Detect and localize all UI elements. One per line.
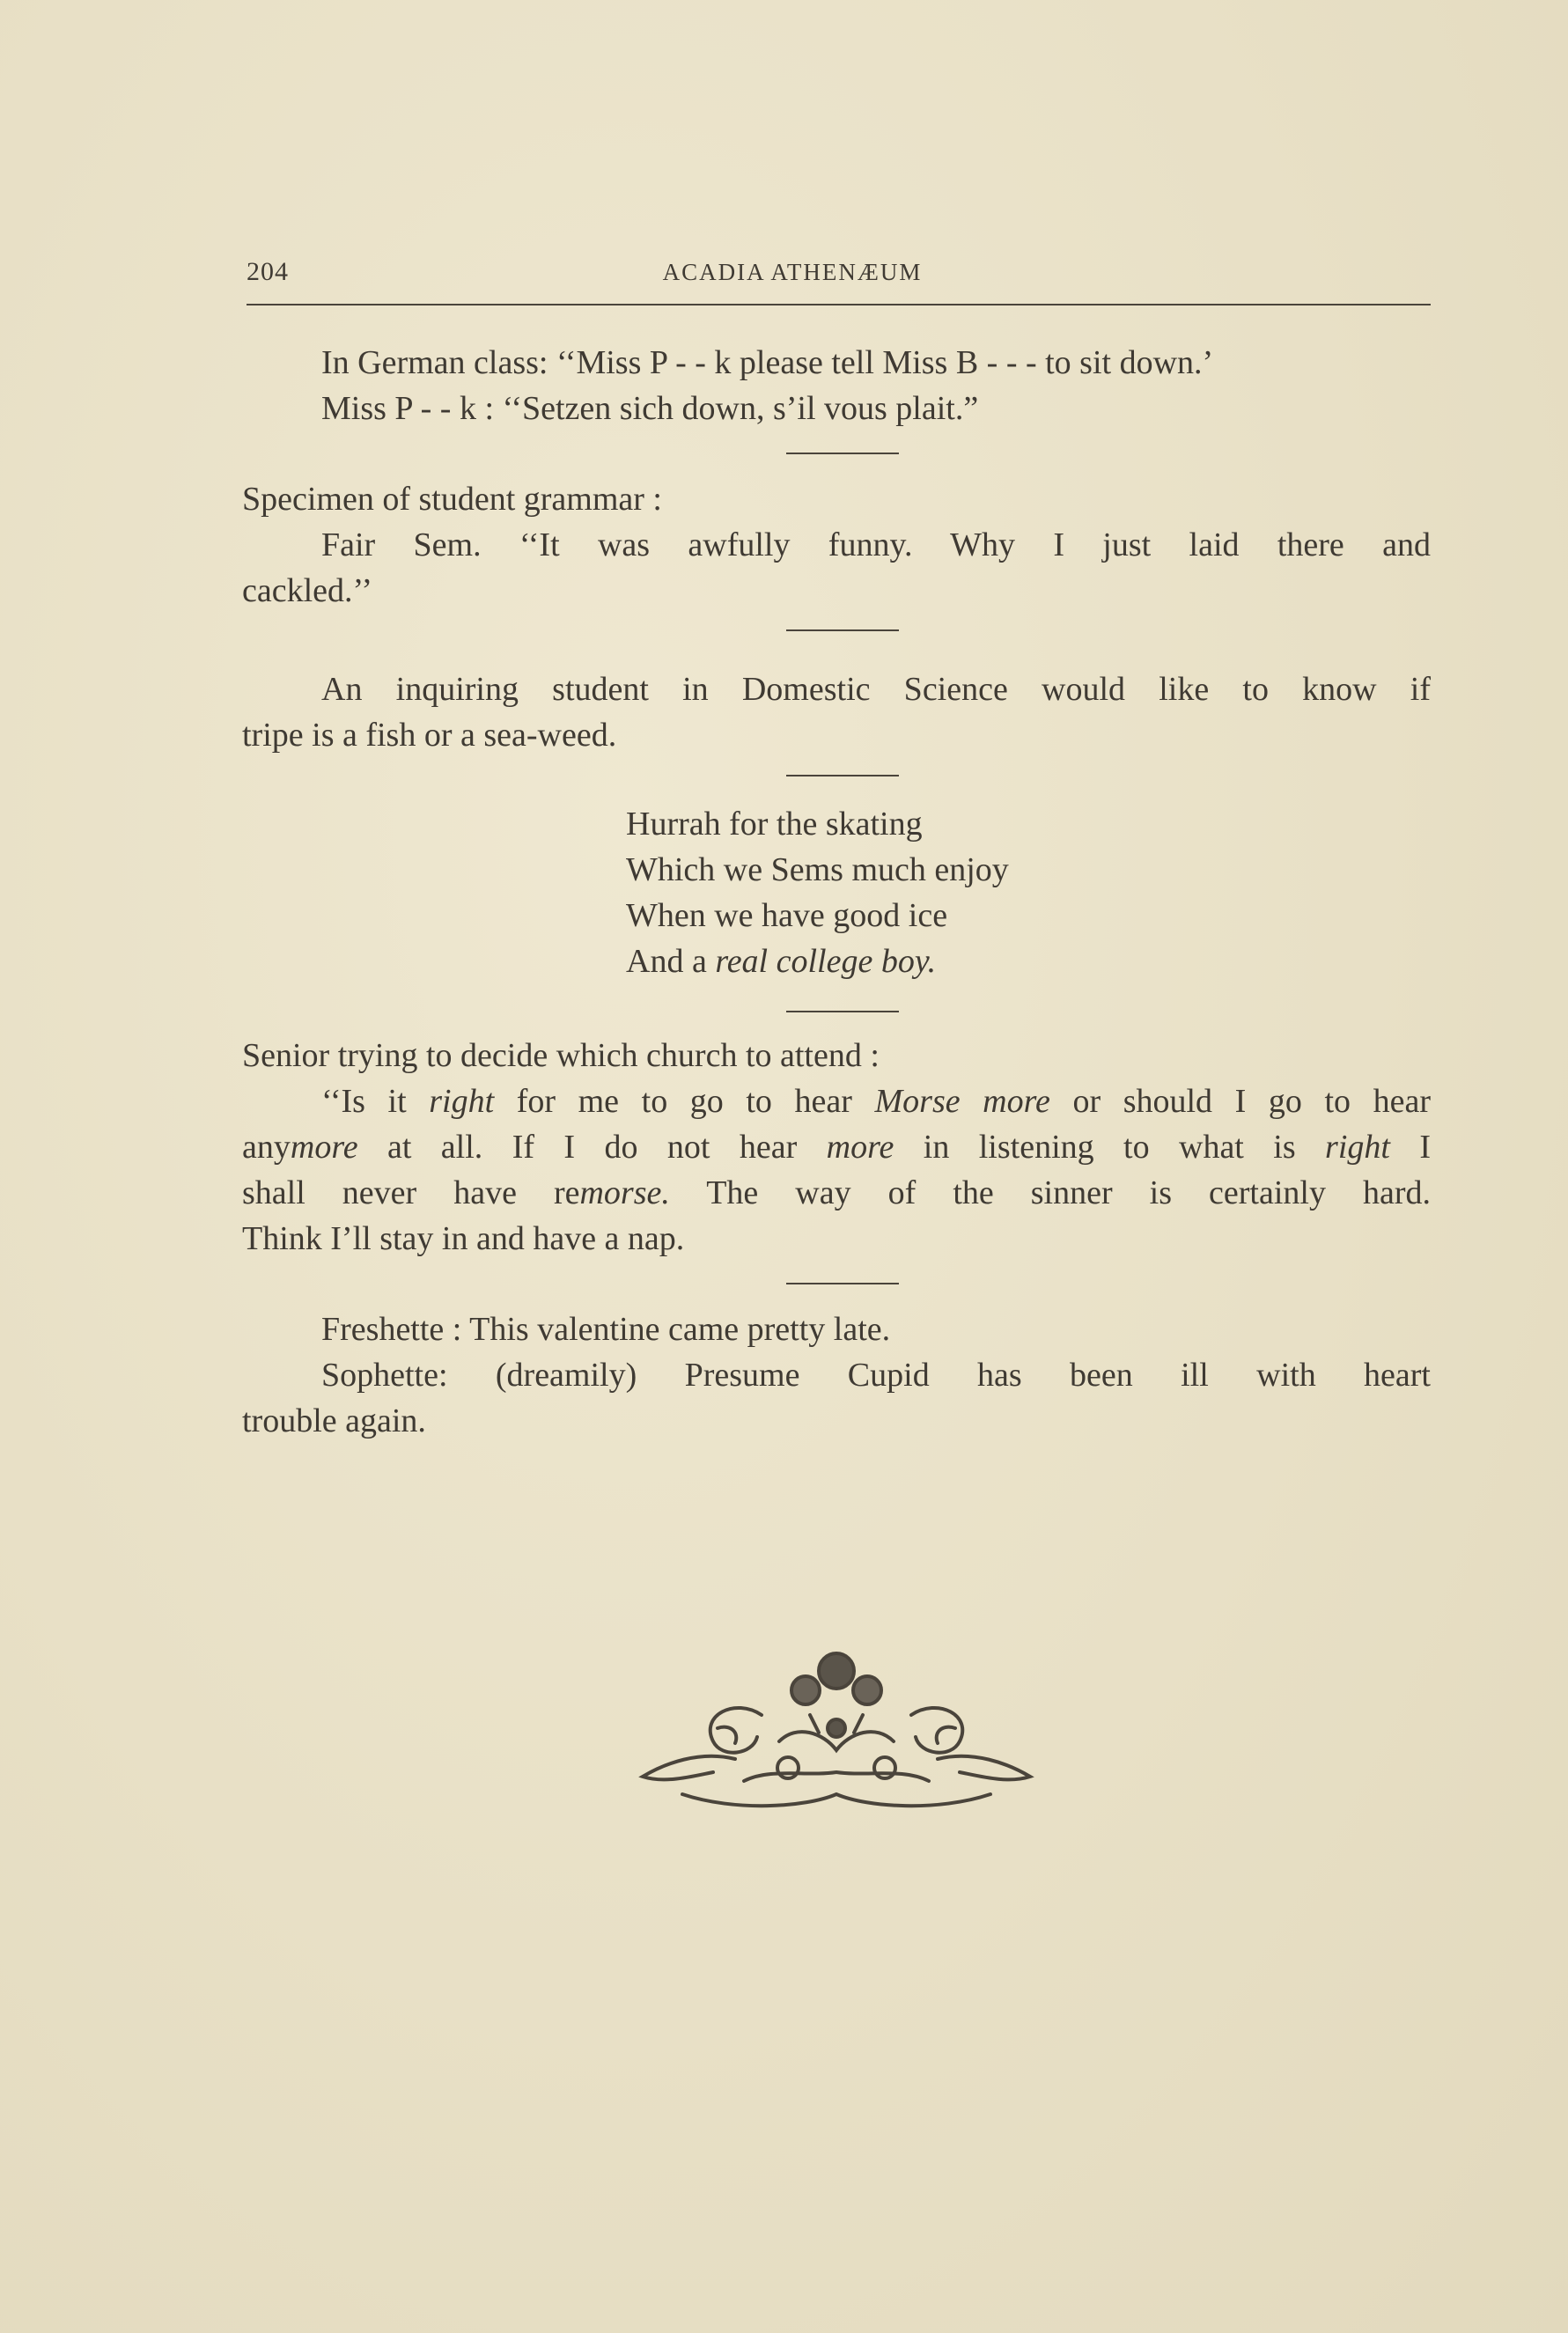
senior-line-2: ‘‘Is it right for me to go to hear Morse more or should I go to hear	[321, 1083, 1432, 1120]
poem-line-4-prefix: And a	[626, 943, 716, 980]
grammar-entry	[242, 476, 1431, 614]
section-divider	[786, 1011, 899, 1012]
german-line-2: Miss P - - k : ‘‘Setzen sich down, s’il vous plait.”	[321, 390, 979, 427]
senior-entry	[242, 1033, 1431, 1262]
poem-line-4	[626, 938, 1009, 984]
poem-line-1: Hurrah for the skating	[626, 806, 923, 843]
domestic-line-1: An inquiring student in Domestic Science would like to know if	[321, 671, 1431, 708]
page-header	[247, 257, 1431, 292]
grammar-line-1: Specimen of student grammar :	[242, 481, 662, 518]
senior-line-1: Senior trying to decide which church to attend :	[242, 1037, 880, 1074]
domestic-line-2: tripe is a fish or a sea-weed.	[242, 717, 617, 754]
grammar-line-2: Fair Sem. ‘‘It was awfully funny. Why I just laid there and	[321, 526, 1431, 563]
floral-ornament-icon	[629, 1645, 1043, 1821]
valentine-line-2: Sophette: (dreamily) Presume Cupid has been ill with heart	[321, 1357, 1431, 1394]
valentine-line-1: Freshette : This valentine came pretty late.	[321, 1311, 891, 1348]
valentine-line-3: trouble again.	[242, 1402, 426, 1439]
section-divider	[786, 453, 899, 454]
skating-poem	[626, 801, 1009, 984]
german-line-1: In German class: ‘‘Miss P - - k please tell Miss B - - - to sit down.’	[321, 344, 1214, 381]
domestic-science-entry	[242, 666, 1431, 758]
valentine-entry	[242, 1306, 1431, 1444]
senior-line-3: anymore at all. If I do not hear more in listening to what is right I	[242, 1129, 1432, 1166]
senior-line-4: shall never have remorse. The way of the sinner is certainly hard.	[242, 1174, 1431, 1211]
header-rule	[247, 304, 1431, 305]
poem-line-4-italic: real college boy.	[715, 943, 937, 980]
running-title: ACADIA ATHENÆUM	[662, 259, 923, 285]
page-number: 204	[247, 257, 289, 286]
section-divider	[786, 629, 899, 631]
section-divider	[786, 1283, 899, 1284]
poem-line-2: Which we Sems much enjoy	[626, 851, 1009, 888]
poem-line-3: When we have good ice	[626, 897, 948, 934]
senior-line-5: Think I’ll stay in and have a nap.	[242, 1220, 685, 1257]
grammar-line-3: cackled.’’	[242, 572, 373, 609]
section-divider	[786, 775, 899, 776]
german-class-entry	[242, 340, 1431, 431]
